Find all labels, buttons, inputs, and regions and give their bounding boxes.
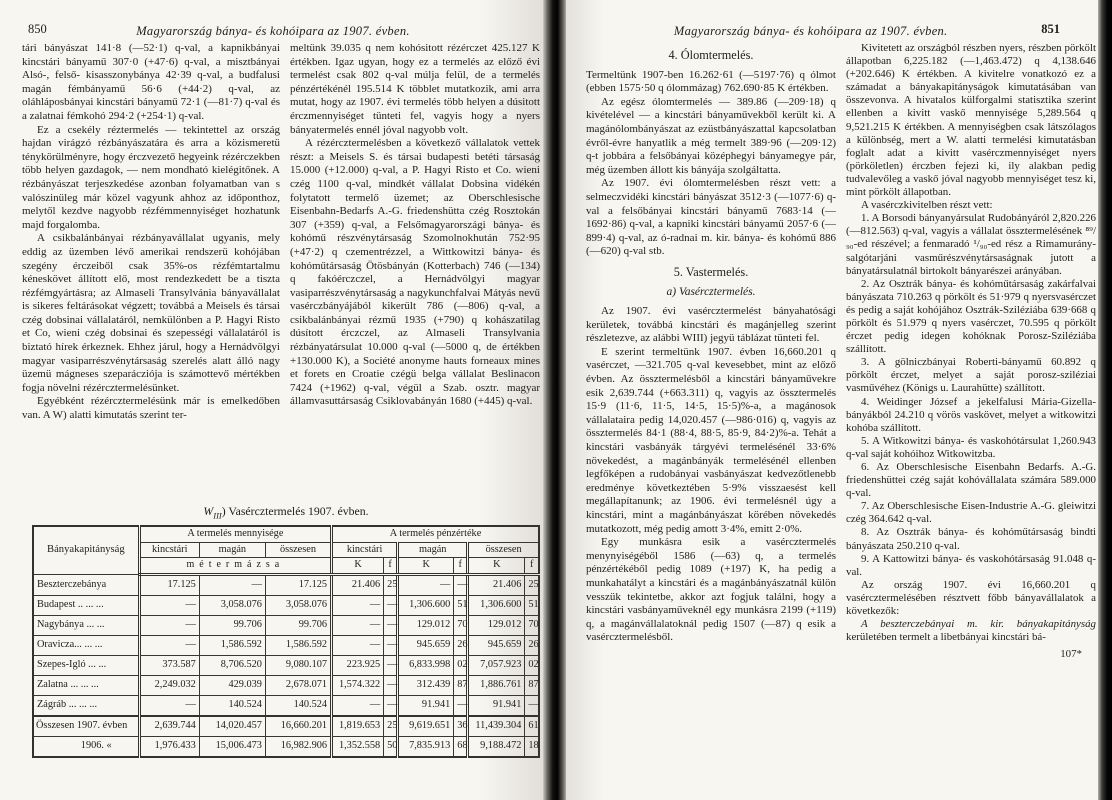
cell-value: 1,586.592 xyxy=(199,635,265,655)
cell-value: — xyxy=(139,695,199,716)
table-row xyxy=(33,574,539,595)
list-item: 1. A Borsodi bányanyársulat Rudobányáról 2,820.226 (—812.563) q-val, vagyis a vállalat össztermelésének ⁸⁹/₉₀-ed részével; a fenmaradó ¹/₉₀-ed rész a Rimamurány-salgótarjáni vasműrészvénytársaságnak jutott a bányatársulatnál birtokolt bányarészei arányában. xyxy=(846,212,1096,277)
left-column-1 xyxy=(22,42,280,423)
cell-value: 1,886.761 xyxy=(468,675,525,695)
cell-value: 11,439.304 xyxy=(468,716,525,737)
currency-f: f xyxy=(525,558,539,575)
cell-filler: — xyxy=(384,615,398,635)
paragraph: Az 1907. évi vasércztermelést bányahatósági kerületek, továbbá kincstári és magánjelleg szerint részletezve, az alábbi WIII) jegyü táblázat tünteti fel. xyxy=(586,305,836,345)
cell-filler: 87 xyxy=(454,675,468,695)
cell-value: 91.941 xyxy=(398,695,454,716)
section-heading-lead-production: 4. Ólomtermelés. xyxy=(668,48,754,62)
table-ref-subscript: III xyxy=(213,510,222,521)
table-row xyxy=(33,635,539,655)
cell-value: 945.659 xyxy=(398,635,454,655)
cell-filler: — xyxy=(384,675,398,695)
cell-value: 312.439 xyxy=(398,675,454,695)
cell-value: 99.706 xyxy=(199,615,265,635)
cell-value: 7,835.913 xyxy=(398,736,454,757)
right-page xyxy=(566,0,1098,800)
cell-filler: — xyxy=(454,574,468,595)
paragraph: Az egész ólomtermelés — 389.86 (—209·18) q kivételével — a kincstári bányaművekből került ki. A magánólombányászat az ezüstbányászattal kapcsolatban évről-évre hanyatlik a még termelt 389·96 (—209·12) q-t jobbára a felsőbányai középhegyi bányamegye pár, még üzemben állott kis bányája szolgáltatta. xyxy=(586,95,836,176)
book-spine xyxy=(543,0,567,800)
table-row xyxy=(33,655,539,675)
page-number-left: 850 xyxy=(28,22,47,36)
paragraph: Egy munkásra esik a vasércztermelés menynyiségéből 1586 (—63) q, a termelés pénzértékéből pedig 1089 (+197) K, ha pedig a munkahatályt a kincstári és a magánbányászatnál külön vesszük tekintetbe, akkor azt fogjuk találni, hogy a kincstári vasbányaműveknél egy munkásra 2199 (+119) q, a magánvállalatoknál pedig 1507 (—87) q esik a vasércztermelésből. xyxy=(586,536,836,644)
row-label: Zalatna ... ... ... xyxy=(33,675,139,695)
cell-filler: 02 xyxy=(525,655,539,675)
cell-value: — xyxy=(199,574,265,595)
table-row xyxy=(33,615,539,635)
cell-filler: 70 xyxy=(454,615,468,635)
cell-value: 223.925 xyxy=(332,655,384,675)
cell-value: 2,678.071 xyxy=(265,675,331,695)
col-header-district: Bányakapitányság xyxy=(33,526,139,574)
cell-value: 9,080.107 xyxy=(265,655,331,675)
cell-filler: 61 xyxy=(525,716,539,737)
cell-filler: 51 xyxy=(525,595,539,615)
closing-italic: A beszterczebányai m. kir. bányakapitányság xyxy=(861,618,1096,631)
cell-filler: 26 xyxy=(525,635,539,655)
cell-value: 129.012 xyxy=(398,615,454,635)
table-total-row xyxy=(33,716,539,737)
paragraph: Az 1907. évi ólomtermelésben részt vett: a selmeczvidéki kincstári bányászat 3512·3 (—1077·6) q-val a felsőbányai kincstári bányamű 7683·14 (—1692·86) q-val, a kapniki kincstári bányamű 2057·6 (—899·4) q-val, az ó-radnai m. kir. bánya- és kohómű 886 (—620) q-val stb. xyxy=(586,177,836,258)
cell-value: 9,188.472 xyxy=(468,736,525,757)
cell-filler: 36 xyxy=(454,716,468,737)
table-total-row xyxy=(33,736,539,757)
cell-value: 2,249.032 xyxy=(139,675,199,695)
cell-value: 429.039 xyxy=(199,675,265,695)
cell-filler: 25 xyxy=(384,574,398,595)
list-item: 3. A gölniczbányai Roberti-bányamű 60.892 q pörkölt érczet, melyet a saját porosz-sziléziai vasművéhez (Königs u. Laurahütte) szállított. xyxy=(846,356,1096,395)
cell-value: 21.406 xyxy=(332,574,384,595)
cell-value: 9,619.651 xyxy=(398,716,454,737)
cell-filler: 87 xyxy=(525,675,539,695)
cell-filler: 70 xyxy=(525,615,539,635)
subhead-private-value: magán xyxy=(398,542,468,558)
row-label: Budapest .. ... ... xyxy=(33,595,139,615)
cell-value: 1,976.433 xyxy=(139,736,199,757)
table-body xyxy=(33,574,539,757)
running-title-left: Magyarország bánya- és kohóipara az 1907. évben. xyxy=(136,24,410,38)
row-label: Beszterczebánya xyxy=(33,574,139,595)
cell-filler: 51 xyxy=(454,595,468,615)
cell-value: 1,574.322 xyxy=(332,675,384,695)
list-item: 7. Az Oberschlesische Eisen-Industrie A.-G. gleiwitzi czég 364.642 q-val. xyxy=(846,500,1096,526)
cell-value: 14,020.457 xyxy=(199,716,265,737)
data-table xyxy=(32,525,540,758)
list-item: 2. Az Osztrák bánya- és kohóműtársaság zakárfalvai bányászata 710.263 q pörkölt és 51·979 q nyersvasérczet és pedig a saját kohójához Osztrák-Sziléziába 639·668 q pörkölt és 51.979 q nyers vasérczet, 70.595 q pörkölt érczet pedig idegen kohóknak Porosz-Sziléziába szállított. xyxy=(846,277,1096,356)
subsection-heading-iron-ore: a) Vasércztermelés. xyxy=(666,285,756,298)
cell-value: 15,006.473 xyxy=(199,736,265,757)
paragraph: meltünk 39.035 q nem kohósitott rézérczet 425.127 K értékben. Igaz ugyan, hogy ez a termelés az előző évi termelést csak 802 q-val múlja felül, de a termelés pénzértékénél 195.514 K többlet mutatkozik, ami arra mutat, hogy az 1907. évi termelés több helyen a dúsitott érczmennyiséget tünteti fel, vagyis hogy a nyers bányatermelés ennél jóval nagyobb volt. xyxy=(290,42,540,136)
subhead-private-qty: magán xyxy=(199,542,265,558)
table-ref-letter: W xyxy=(203,504,214,518)
row-label: Oravicza... ... ... xyxy=(33,635,139,655)
paragraph: Kivitetett az országból részben nyers, részben pörkölt állapotban 6,225.182 (—1,463.472) q 4,138.646 (+202.646) K értékben. A kivitelre vonatkozó ez a számadat a bányakapitányságok kimutatásában van összevonva. A hivatalos külforgalmi statisztika szerint ellenben a kivitt vaskő mennyisége 5,289.564 q 9,521.215 K értékben. A mennyiségben csak látszólagos a különbség, mert a W. alatti termelési kimutatásban foglalt adat a kivitt vasérczmennyiséget nyers (pörköletlen) érczben fejezi ki, ily alakban pedig tudvalevőleg a vaskő jóval nagyobb mennyiséget tesz ki, mint pörkölt állapotban. xyxy=(846,42,1096,199)
list-item: 8. Az Osztrák bánya- és kohóműtársaság bindti bányászata 250.210 q-val. xyxy=(846,526,1096,552)
cell-value: 2,639.744 xyxy=(139,716,199,737)
cell-value: 1,306.600 xyxy=(468,595,525,615)
paragraph: E szerint termeltünk 1907. évben 16,660.201 q vasérczet, —321.705 q-val kevesebbet, mint az előző évben. Az össztermelésből a kincstári bányaművekre esik 2,639.744 (+663.311) q, vagyis az össztermelés 15·9 (11·6, 11·5, 14·5, 15·5)%-a, a magánosok vállalataira pedig 14,020.457 (—986·016) q, vagyis az össztermelés 84·1 (88·4, 88·5, 85·9, 84·2)%-a. Tehát a kincstári vasbányák tárgyévi termelésénél 33·6% növekedést, a magánbányák termelésénél ellenben legfőképen a rudobányai vasbányászat kedvezőtlenebb eredménye következtében 5·9% visszaesést kell megállapítanunk; az 1906. évi termelésnél úgy a kincstári, mint a magánbányászat körében növekedés mutatkozott, még pedig amott 3·4%, emitt 2·0%. xyxy=(586,345,836,535)
table-row xyxy=(33,695,539,716)
cell-filler: — xyxy=(454,695,468,716)
currency-f: f xyxy=(454,558,468,575)
cell-filler: 02 xyxy=(454,655,468,675)
cell-filler: 18 xyxy=(525,736,539,757)
row-label: Zágráb ... ... ... xyxy=(33,695,139,716)
paragraph-closing xyxy=(846,618,1096,644)
cell-filler: — xyxy=(384,695,398,716)
right-column-2 xyxy=(846,42,1096,661)
closing-rest: kerületében termelt a libetbányai kincstári bá- xyxy=(846,631,1046,644)
cell-value: 16,660.201 xyxy=(265,716,331,737)
cell-value: 99.706 xyxy=(265,615,331,635)
cell-value: — xyxy=(139,615,199,635)
currency-k: K xyxy=(468,558,525,575)
cell-value: 129.012 xyxy=(468,615,525,635)
table-row xyxy=(33,675,539,695)
unit-label: métermázsa xyxy=(139,558,331,575)
cell-value: 7,057.923 xyxy=(468,655,525,675)
cell-value: 945.659 xyxy=(468,635,525,655)
cell-value: 16,982.906 xyxy=(265,736,331,757)
cell-value: — xyxy=(139,595,199,615)
currency-f: f xyxy=(384,558,398,575)
cell-filler: 68 xyxy=(454,736,468,757)
subhead-treasury-value: kincstári xyxy=(332,542,398,558)
cell-value: 1,352.558 xyxy=(332,736,384,757)
row-label: Összesen 1907. évben xyxy=(33,716,139,737)
left-column-2 xyxy=(290,42,540,409)
cell-value: 6,833.998 xyxy=(398,655,454,675)
cell-value: 1,306.600 xyxy=(398,595,454,615)
cell-value: 8,706.520 xyxy=(199,655,265,675)
row-label: Nagybánya ... ... xyxy=(33,615,139,635)
list-item: 5. A Witkowitzi bánya- és vaskohótársulat 1,260.943 q-val saját kohóihoz Witkowitzba. xyxy=(846,434,1096,460)
printer-signature: 107* xyxy=(1060,648,1082,661)
table-title-text: ) Vasércztermelés 1907. évben. xyxy=(221,504,369,518)
cell-value: 21.406 xyxy=(468,574,525,595)
cell-value: 1,819.653 xyxy=(332,716,384,737)
right-column-1 xyxy=(586,42,836,645)
page-number-right: 851 xyxy=(1041,22,1060,36)
cell-value: — xyxy=(332,595,384,615)
cell-filler: — xyxy=(525,695,539,716)
list-item: 6. Az Oberschlesische Eisenbahn Bedarfs. A.-G. friedenshüttei czég saját kohóvállalata számára 589.000 q-val. xyxy=(846,461,1096,500)
subhead-total-qty: összesen xyxy=(265,542,331,558)
cell-value: 1,586.592 xyxy=(265,635,331,655)
cell-filler: 26 xyxy=(454,635,468,655)
table-row xyxy=(33,595,539,615)
paragraph: A csikbalánbányai rézbányavállalat ugyanis, mely eddig az üzemben lévő amerikai rendszerü kohójában szegény érczeiből csak 35%-os rézfémtartalmu kéneskövet állított elő, most rendezkedett be a tiszta rézfémgyártásra; az Almaseli Transylvánia bányavállalat is sikeres feltárásokat végzett; továbbá a Meisels és társai czég dobsinai vállalatáról, nemkülönben a P. Hagyi Risto et Co, wieni czég dobsinai és szepességi vállalatáról is biztató hírek érkeznek. Ehhez járul, hogy a Hernádvölgyi magyar vasiparrészvénytársaság szerelés alatt álló nagy üzemü mágneses szeparácziója is számottevő mértékben fogja növelni rézércztermelésünket. xyxy=(22,232,280,394)
table-title xyxy=(32,504,540,520)
paragraph: A rézércztermelésben a következő vállalatok vettek részt: a Meisels S. és társai budapesti betéti társaság 15.000 (+12.000) q-val, a P. Hagyi Risto et Co. wieni czég 1100 q-val, mindkét vállalat Dobsina vidékén folytatott termelő üzemet; az Oberschlesische Eisenbahn-Bedarfs A.-G. friedenshütta czég Rosztokán 307 (+359) q-val, a Felsőmagyarországi bánya- és kohómű részvénytársaság Szomolnokhután 752·95 (+47·2) q czementrézzel, a Wittkowitzi bánya- és kohóműtársaság Ötösbányán (Kotterbach) 746 (—134) q fakóérczczel, a Hernádvölgyi magyar vasiparrészvénytársaság a nagykunchfalvai Mátyás nevű vasérczbányájából kikerült 786 (—806) q-val, a csikbalánbányai rézmű 1935 (+790) q kohászatilag dúsított érczczel, az Almaseli Transylvania rézbányatársulat 10.000 q-val (—5000 q, de értékben +130.000 K), a Société anonyme hauts forneaux mines et forets en Croatie czégü belga vállalat Beslinacon 7424 (+1962) q-val, végül a Szab. osztr. magyar államvasuttársaság Csiklovabányán 1680 (+445) q-val. xyxy=(290,137,540,408)
cell-filler: 50 xyxy=(384,736,398,757)
cell-value: 3,058.076 xyxy=(199,595,265,615)
currency-k: K xyxy=(398,558,454,575)
cell-value: 140.524 xyxy=(265,695,331,716)
cell-filler: — xyxy=(384,635,398,655)
cell-filler: 25 xyxy=(384,716,398,737)
col-group-quantity: A termelés mennyisége xyxy=(139,526,331,542)
cell-value: 140.524 xyxy=(199,695,265,716)
paragraph: A vasérczkivitelben részt vett: xyxy=(861,199,993,212)
paragraph: Egyébként rézércztermelésünk már is emelkedőben van. A W) alatti kimutatás szerint ter- xyxy=(22,395,280,422)
cell-filler: 25 xyxy=(525,574,539,595)
cell-value: — xyxy=(332,635,384,655)
cell-value: 373.587 xyxy=(139,655,199,675)
subhead-treasury-qty: kincstári xyxy=(139,542,199,558)
list-item: 4. Weidinger József a jekelfalusi Mária-Gizella-bányákból 24.210 q vörös vaskövet, melyet a witkowitzi kohóba szállított. xyxy=(846,395,1096,434)
running-title-right: Magyarország bánya- és kohóipara az 1907. évben. xyxy=(673,24,948,38)
list-item: 9. A Kattowitzi bánya- és vaskohótársaság 91.048 q-val. xyxy=(846,552,1096,578)
paragraph: Termeltünk 1907-ben 16.262·61 (—5197·76) q ólmot (ebben 1575·50 q ólommázag) 762.690·85 K értékben. xyxy=(586,68,836,95)
left-page xyxy=(0,0,546,800)
cell-value: — xyxy=(139,635,199,655)
paragraph: Az ország 1907. évi 16,660.201 q vasércztermelésében résztvett főbb bányavállalatok a következők: xyxy=(846,578,1096,618)
cell-value: 3,058.076 xyxy=(265,595,331,615)
cell-filler: — xyxy=(384,655,398,675)
cell-value: 17.125 xyxy=(265,574,331,595)
section-heading-iron-production: 5. Vastermelés. xyxy=(673,264,749,279)
paragraph: tári bányászat 141·8 (—52·1) q-val, a kapnikbányai kincstári bányamű 307·0 (+47·6) q-val, a misztbányai Alsó-, felső- kisasszonybánya 42·39 q-val, a budfalusi magán fémbányamű 56·6 (+44·2) q-val, az oláhláposbányai kincstári bányamű 72·1 (—81·7) q-val és a zalatnai fémkohó 294·2 (+254·1) q-val. xyxy=(22,42,280,122)
currency-k: K xyxy=(332,558,384,575)
cell-value: — xyxy=(398,574,454,595)
paragraph: Ez a csekély réztermelés — tekintettel az ország hajdan virágzó rézbányászatára és arra a közismeretü ténykörülményre, hogy érczvezető hegyeink rézérczekben több helyen gazdagok, — nem mondható kielégitőnek. A rézbányászat terjeszkedése azonban folyamatban van s valószinüleg már közel vagyunk ahhoz az időponthoz, melytől kezdve nagyobb rézfémmennyiséget hozhatunk majd forgalomba. xyxy=(22,123,280,231)
cell-filler: — xyxy=(384,595,398,615)
iron-ore-production-table xyxy=(32,504,540,758)
col-group-value: A termelés pénzértéke xyxy=(332,526,539,542)
cell-value: — xyxy=(332,695,384,716)
row-label: Szepes-Igló ... ... xyxy=(33,655,139,675)
cell-value: 91.941 xyxy=(468,695,525,716)
book-edge-right xyxy=(1098,0,1112,800)
row-label: 1906. « xyxy=(33,736,139,757)
cell-value: 17.125 xyxy=(139,574,199,595)
cell-value: — xyxy=(332,615,384,635)
subhead-total-value: összesen xyxy=(468,542,539,558)
